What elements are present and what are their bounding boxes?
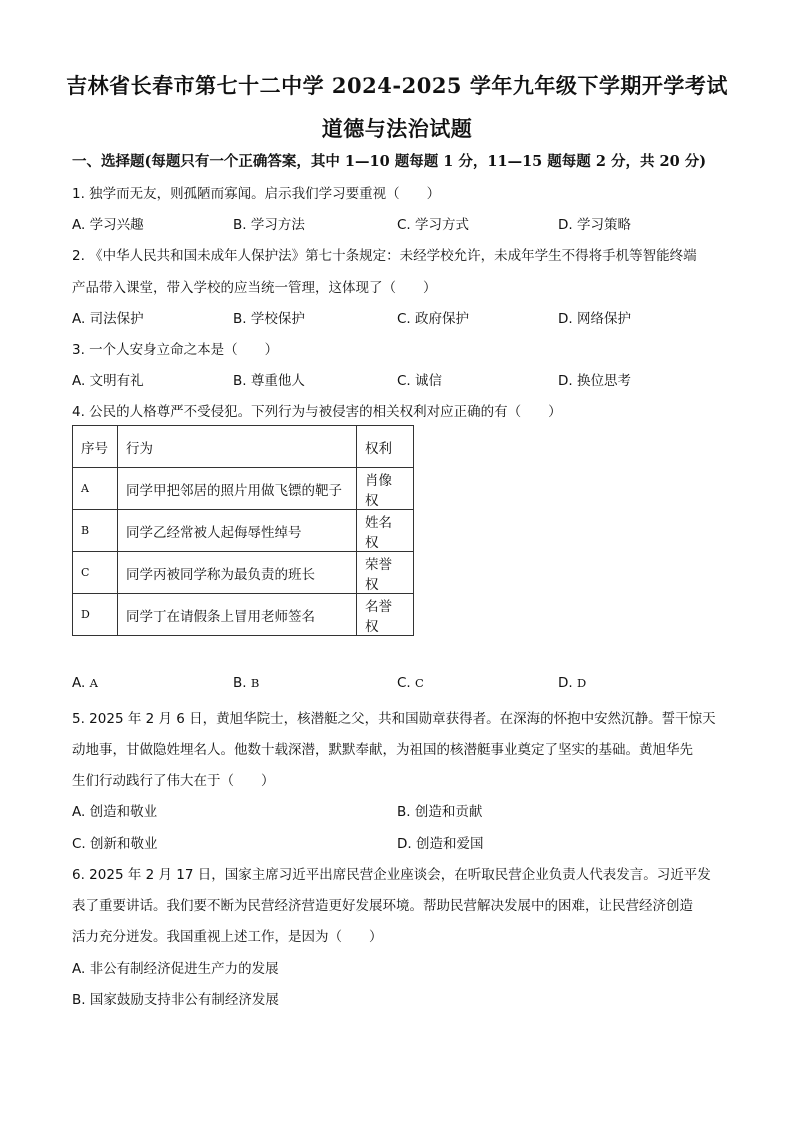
option-letter: B. <box>233 675 247 691</box>
table-cell: 同学乙经常被人起侮辱性绰号 <box>118 510 357 552</box>
question-1-option-a: A. 学习兴趣 <box>72 217 144 233</box>
question-6-option-a: A. 非公有制经济促进生产力的发展 <box>72 961 279 977</box>
question-5-stem-line-3: 生们行动践行了伟大在于（ ） <box>72 773 275 789</box>
section-heading: 一、选择题(每题只有一个正确答案，其中 1—10 题每题 1 分，11—15 题每题 2 分，共 20 分) <box>72 153 707 170</box>
table-cell: 同学丁在请假条上冒用老师签名 <box>118 594 357 636</box>
exam-subject-title: 道德与法治试题 <box>321 116 473 141</box>
option-value: C <box>415 676 424 690</box>
table-row <box>73 510 414 552</box>
table-cell: D <box>73 594 118 636</box>
table-header-cell: 权利 <box>357 426 414 468</box>
question-4-table <box>72 425 414 636</box>
table-row <box>73 552 414 594</box>
question-1-option-b: B. 学习方法 <box>233 217 305 233</box>
question-4-option-d <box>558 675 586 691</box>
question-5-option-c: C. 创新和敬业 <box>72 836 158 852</box>
table-cell: 荣誉权 <box>357 552 414 594</box>
question-6-stem-line-2: 表了重要讲话。我们要不断为民营经济营造更好发展环境。帮助民营解决发展中的困难，让民营经济创造 <box>72 898 693 914</box>
table-cell: 肖像权 <box>357 468 414 510</box>
table-cell: 同学甲把邻居的照片用做飞镖的靶子 <box>118 468 357 510</box>
table-cell: 姓名权 <box>357 510 414 552</box>
question-5-option-a: A. 创造和敬业 <box>72 804 158 820</box>
table-cell: A <box>73 468 118 510</box>
question-2-option-d: D. 网络保护 <box>558 311 631 327</box>
question-5-stem-line-1: 5. 2025 年 2 月 6 日，黄旭华院士，核潜艇之父，共和国勋章获得者。在深海的怀抱中安然沉静。誓干惊天 <box>72 711 716 727</box>
question-4-stem: 4. 公民的人格尊严不受侵犯。下列行为与被侵害的相关权利对应正确的有（ ） <box>72 404 562 420</box>
table-header-cell: 序号 <box>73 426 118 468</box>
option-letter: A. <box>72 675 86 691</box>
question-4-option-c <box>397 675 424 691</box>
question-2-stem-line-1: 2. 《中华人民共和国未成年人保护法》第七十条规定：未经学校允许，未成年学生不得将手机等智能终端 <box>72 248 697 264</box>
option-value: A <box>89 676 98 690</box>
table-cell: 名誉权 <box>357 594 414 636</box>
question-3-option-c: C. 诚信 <box>397 373 443 389</box>
question-6-option-b: B. 国家鼓励支持非公有制经济发展 <box>72 992 279 1008</box>
option-value: B <box>250 676 260 690</box>
question-5-stem-line-2: 动地事，甘做隐姓埋名人。他数十载深潜，默默奉献，为祖国的核潜艇事业奠定了坚实的基础。黄旭华先 <box>72 742 693 758</box>
table-header-row <box>73 426 414 468</box>
question-6-stem-line-1: 6. 2025 年 2 月 17 日，国家主席习近平出席民营企业座谈会，在听取民营企业负责人代表发言。习近平发 <box>72 867 711 883</box>
question-2-option-a: A. 司法保护 <box>72 311 144 327</box>
question-4-option-b <box>233 675 259 691</box>
question-3-option-a: A. 文明有礼 <box>72 373 144 389</box>
option-letter: C. <box>397 675 411 691</box>
question-2-option-c: C. 政府保护 <box>397 311 470 327</box>
question-2-stem-line-2: 产品带入课堂，带入学校的应当统一管理，这体现了（ ） <box>72 280 437 296</box>
question-3-option-d: D. 换位思考 <box>558 373 631 389</box>
exam-title: 吉林省长春市第七十二中学 2024-2025 学年九年级下学期开学考试 <box>66 73 728 98</box>
option-value: D <box>576 676 587 690</box>
question-5-option-b: B. 创造和贡献 <box>397 804 483 820</box>
option-letter: D. <box>558 675 573 691</box>
question-5-option-d: D. 创造和爱国 <box>397 836 484 852</box>
question-1-option-c: C. 学习方式 <box>397 217 470 233</box>
table-cell: B <box>73 510 118 552</box>
question-3-option-b: B. 尊重他人 <box>233 373 305 389</box>
question-1-option-d: D. 学习策略 <box>558 217 631 233</box>
question-4-option-a <box>72 675 98 691</box>
table-cell: 同学丙被同学称为最负责的班长 <box>118 552 357 594</box>
question-3-stem: 3. 一个人安身立命之本是（ ） <box>72 342 279 358</box>
question-2-option-b: B. 学校保护 <box>233 311 305 327</box>
table-row <box>73 594 414 636</box>
question-1-stem: 1. 独学而无友，则孤陋而寡闻。启示我们学习要重视（ ） <box>72 186 441 202</box>
table-row <box>73 468 414 510</box>
table-header-cell: 行为 <box>118 426 357 468</box>
question-6-stem-line-3: 活力充分迸发。我国重视上述工作，是因为（ ） <box>72 929 383 945</box>
table-cell: C <box>73 552 118 594</box>
